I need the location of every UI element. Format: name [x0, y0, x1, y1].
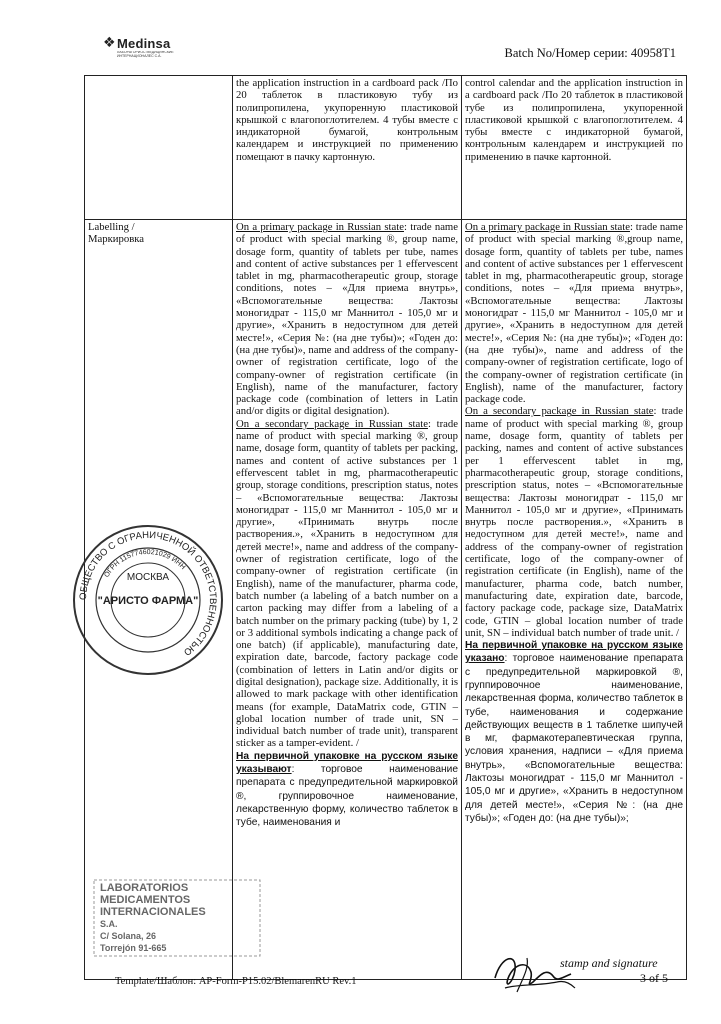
page-number: 3 of 5	[640, 971, 668, 985]
row2-col3-cell	[462, 220, 687, 980]
row2-label-cell	[85, 220, 233, 980]
text-run: : торговое наименование препарата с предупредительной маркировкой ®, группировочное наименование, лекарственная форма, количество таблеток в тубе, наименования и содержание действующих веществ в 1 таблетке шипучей в мг, фармакотерапевтическая группа, условия хранения, надписи – «Для приема внутрь», «Вспомогательные вещества: Лактозы моногидрат - 115,0 мг Маннитол - 105,0 мг и другие», «Хранить в недоступном для детей месте!», «Серия №: (на дне тубы)»; «Годен до: (на дне тубы)»;	[465, 653, 683, 824]
row-label-en: Labelling /	[88, 221, 135, 233]
medinsa-logo-icon: ❖	[103, 35, 116, 51]
stamp-number-text: ОГРН 1157746021029 ИНН	[103, 548, 187, 579]
medinsa-logo	[103, 35, 213, 65]
row1-col2-cell	[233, 76, 462, 220]
stamp-ring-text: ОБЩЕСТВО С ОГРАНИЧЕННОЙ ОТВЕТСТВЕННОСТЬЮ	[77, 529, 219, 658]
row2-col2-text	[236, 221, 458, 830]
text-run: control calendar and the application instruction in a cardboard pack /По 20 таблеток в пластиковой тубе из полипропилена, укупоренной пластиковой крышкой с влагопоглотителем. 4 тубы вместе с индикаторной бумагой, контрольным календарем и инструкцией по применению в пачке картонной.	[465, 77, 683, 163]
row1-col3-text	[465, 77, 683, 163]
text-run: : trade name of product with special marking ®, group name, dosage form, quantity of tablets per packing, names and content of active substances per 1 effervescent tablet in mg, pharmacotherapeutic group, storage conditions, prescription status, notes – «Вспомогательные вещества: Лактозы моногидрат - 115,0 мг Маннитол - 105,0 мг и другие», «Принимать внутрь после растворения.», «Хранить в недоступном для детей месте!», name and address of the company-owner of registration certificate, logo of the company-owner of registration certificate (in English), name of the manufacturer, pharma code, batch number (a labeling of a batch number on a carton packing may differ from a labeling of a batch number on the primary packing (tube) by 1, 2 or 3 additional symbols indicating a change pack of one batch) (if applicable), manufacturing date, expiration date, barcode, factory package code (combination of letters in Latin and/or digits or digital designation), package size. Additionally, it is allowed to mark package with other identification means (for example, DataMatrix code, GTIN – global location number of trade unit, SN – individual batch number of trade unit), transparent sticker as a tamper-evident. /	[236, 417, 458, 750]
row1-col2-text	[236, 77, 458, 163]
stamp-city: МОСКВА	[126, 572, 170, 583]
table-row	[85, 76, 687, 220]
text-run: the application instruction in a cardboard pack /По 20 таблеток в пластиковую тубу из полипропилена, укупоренную пластиковой крышкой с влагопоглотителем. 4 тубы вместе с индикаторной бумагой, контрольным календарем и инструкцией по применению помещают в пачку картонную.	[236, 77, 458, 163]
stamp2-line: C/ Solana, 26	[100, 931, 157, 941]
text-run: : trade name of product with special marking ®, group name, dosage form, quantity of tablets per packing, names and content of active substances per 1 effervescent tablet in mg, pharmacotherapeutic group, storage conditions, prescription status, notes – «Вспомогательные вещества: Лактозы моногидрат - 115,0 мг Маннитол - 105,0 мг и другие», «Принимать внутрь после растворения.», «Хранить в недоступном для детей месте!», name and address of the company-owner of registration certificate, logo of the company-owner of registration certificate (in English), name of the manufacturer, pharma code, batch number, manufacturing date, expiration date, barcode, factory package code, package size, DataMatrix code, GTIN – global location number of trade unit, SN – individual batch number of trade unit. /	[465, 405, 683, 639]
text-run: : торговое наименование препарата с предупредительной маркировкой ®, группировочное наименование, лекарственную форму, количество таблеток в тубе, наименования и	[236, 764, 458, 829]
row2-col2-cell	[233, 220, 462, 980]
stamp-name: "АРИСТО ФАРМА"	[97, 595, 199, 607]
batch-number: Batch No/Номер серии: 40958T1	[504, 46, 676, 60]
row-label-ru: Маркировка	[88, 233, 145, 246]
table-row	[85, 220, 687, 980]
stamp2-line: LABORATORIOS	[100, 882, 189, 894]
stamp-signature-label: stamp and signature	[560, 956, 658, 970]
stamp2-line: MEDICAMENTOS	[100, 894, 191, 906]
text-run: On a primary package in Russian state	[465, 221, 630, 233]
text-run: On a secondary package in Russian state	[236, 417, 428, 430]
template-code: Template/Шаблон: AP-Form-P15.02/BlemarenRU Rev.1	[115, 976, 357, 987]
logo-tagline: ЛАБОРАТОРИОС МЕДИЦИНСКИЕ ИНТЕРНАЦИОНАЛЕС С.А.	[117, 51, 174, 58]
text-run: На первичной упаковке на русском языке указывают	[236, 750, 458, 776]
logo-name: Medinsa	[117, 36, 171, 51]
row2-col3-text	[465, 221, 683, 825]
text-run: На первичной упаковке на русском языке указано	[465, 640, 683, 665]
text-run: On a primary package in Russian state	[236, 221, 404, 233]
stamp2-line: S.A.	[100, 919, 118, 929]
text-run: : trade name of product with special marking ®, group name, dosage form, quantity of tablets per tube, names and content of active substances per 1 effervescent tablet in mg, pharmacotherapeutic group, storage conditions, notes – «Для приема внутрь», «Вспомогательные вещества: Лактозы моногидрат - 115,0 мг Маннитол - 105,0 мг и другие», «Хранить в недоступном для детей месте!», «Серия №: (на дне тубы)»; «Годен до: (на дне тубы)», name and address of the company-owner of registration certificate, logo of the company-owner of registration certificate (in English), name of the manufacturer, factory package code (combination of letters in Latin and/or digits or digital designation).	[236, 221, 458, 418]
text-run: On a secondary package in Russian state	[465, 405, 654, 418]
row1-label-cell	[85, 76, 233, 220]
stamp2-line: Torrejón 91-665	[100, 943, 167, 953]
text-run: : trade name of product with special marking ®,group name, dosage form, quantity of tablets per tube, names and content of active substances per 1 effervescent tablet in mg, pharmacotherapeutic group, storage conditions, notes – «Для приема внутрь», «Вспомогательные вещества: Лактозы моногидрат - 115,0 мг Маннитол - 105,0 мг и другие», «Хранить в недоступном для детей месте!», «Серия №: (на дне тубы)»; «Годен до: (на дне тубы)», name and address of the company-owner of registration certificate, logo of the company-owner of registration certificate (in English), name of the manufacturer, factory package code.	[465, 221, 683, 406]
row1-col3-cell	[462, 76, 687, 220]
spec-table	[84, 75, 687, 980]
stamp2-line: INTERNACIONALES	[100, 906, 206, 918]
